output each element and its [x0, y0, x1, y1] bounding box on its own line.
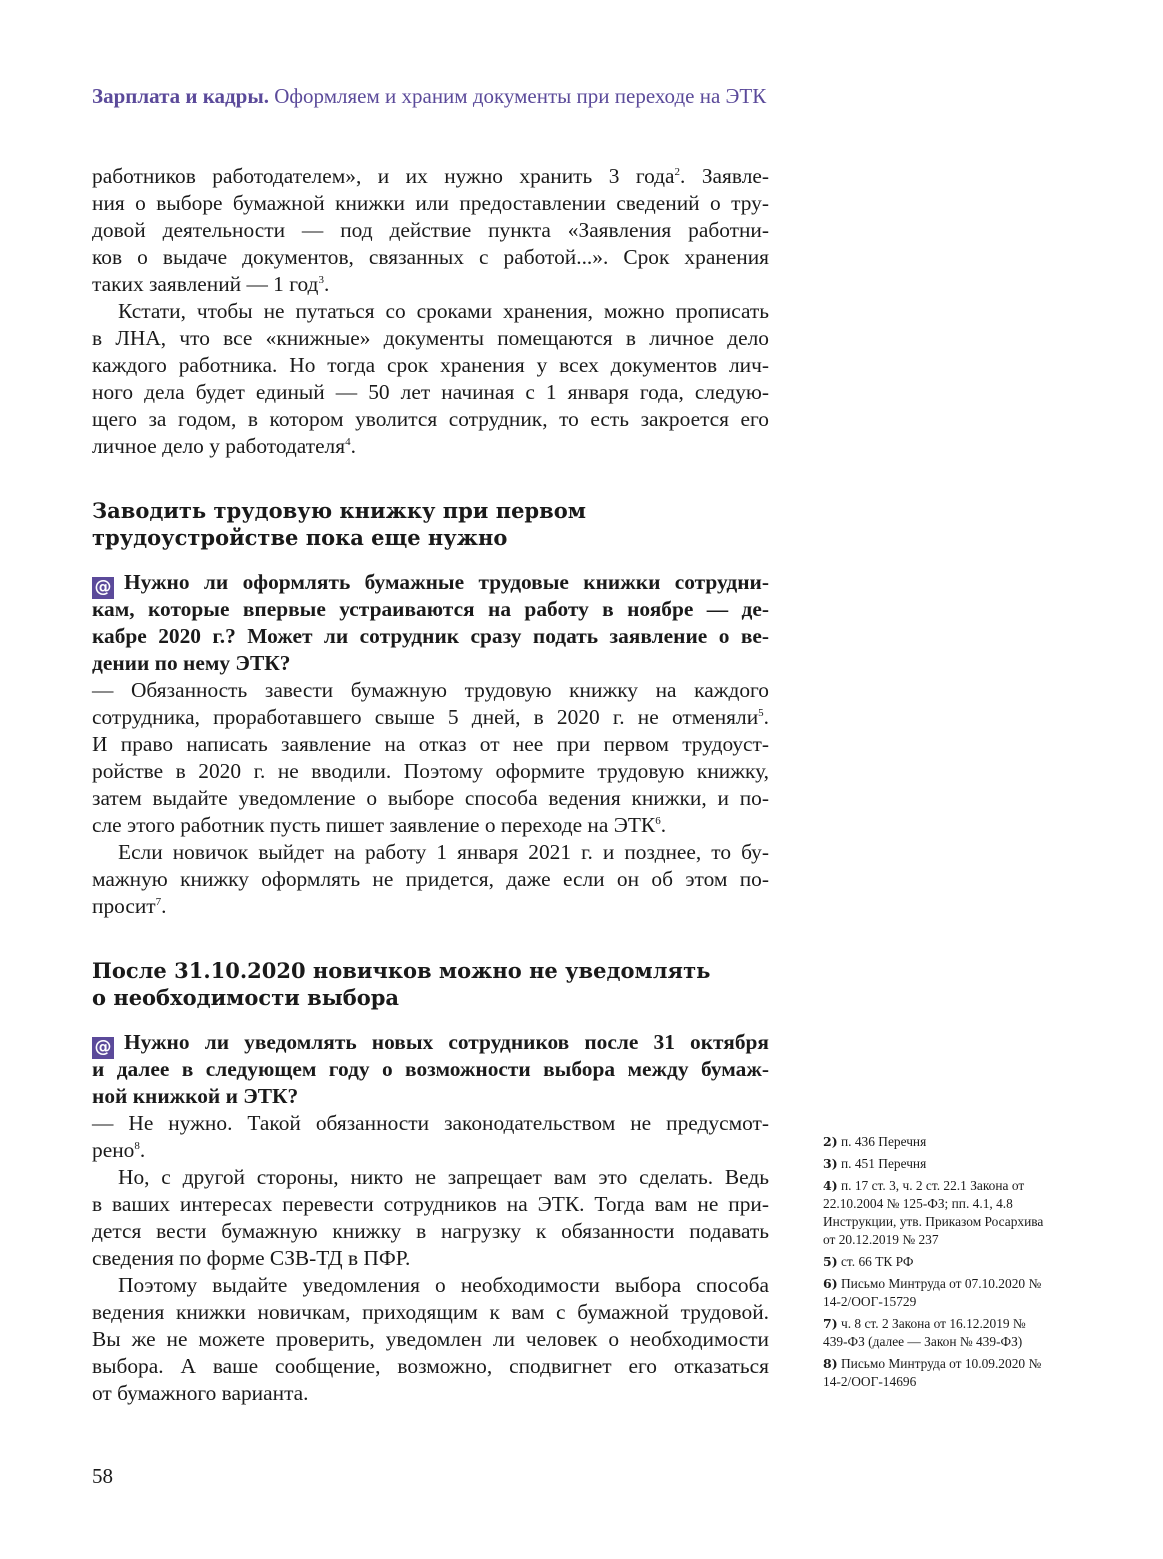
text-segment: щего за годом, в котором уволится сотрудник, то есть закроется его: [92, 407, 769, 431]
footnote-number: 5): [823, 1254, 838, 1269]
text-segment: После 31.10.2020 новичков можно не уведомлять: [92, 958, 711, 983]
text-line: [92, 1272, 769, 1299]
text-line: [92, 731, 769, 758]
text-segment: Заводить трудовую книжку при первом: [92, 498, 586, 523]
text-line: [92, 677, 769, 704]
footnote-item: [823, 1133, 1053, 1151]
text-segment: в ЛНА, что все «книжные» документы помещаются в личное дело: [92, 326, 769, 350]
text-line: [92, 984, 769, 1011]
text-line: [92, 623, 769, 650]
text-line: [92, 812, 769, 839]
text-segment: сведения по форме СЗВ-ТД в ПФР.: [92, 1246, 411, 1270]
text-segment: довой деятельности — под действие пункта «Заявления работни-: [92, 218, 769, 242]
text-line: [92, 1326, 769, 1353]
text-segment: Поэтому выдайте уведомления о необходимости выбора способа: [118, 1273, 769, 1297]
text-line: [92, 704, 769, 731]
footnote-ref: 4: [345, 435, 351, 448]
text-line: [92, 352, 769, 379]
footnote-item: [823, 1315, 1053, 1351]
text-segment: И право написать заявление на отказ от нее при первом трудоуст-: [92, 732, 769, 756]
question-at-icon: @: [92, 1037, 114, 1059]
text-segment: ного дела будет единый — 50 лет начиная с 1 января года, следую-: [92, 380, 769, 404]
body-section: [92, 163, 769, 460]
question-at-icon: @: [92, 577, 114, 599]
text-line: [92, 1137, 769, 1164]
text-segment: выбора. А ваше сообщение, возможно, сподвигнет его отказаться: [92, 1354, 769, 1378]
text-segment: .: [139, 1138, 146, 1162]
text-line: [92, 893, 769, 920]
paragraph: [92, 298, 769, 460]
text-line: [92, 433, 769, 460]
text-segment: Кстати, чтобы не путаться со сроками хранения, можно прописать: [118, 299, 769, 323]
text-segment: .: [350, 434, 356, 458]
footnote-text: Письмо Минтруда от 07.10.2020 № 14-2/ООГ-15729: [823, 1276, 1042, 1309]
text-segment: .: [660, 813, 667, 837]
running-header-title: Оформляем и храним документы при переходе на ЭТК: [274, 84, 767, 108]
text-segment: .: [161, 894, 167, 918]
footnote-number: 4): [823, 1178, 838, 1193]
text-segment: работников работодателем», и их нужно хранить 3 года: [92, 164, 675, 188]
paragraph: [92, 1272, 769, 1407]
text-line: [92, 650, 769, 677]
text-segment: Нужно ли уведомлять новых сотрудников после 31 октября: [124, 1030, 769, 1054]
text-line: [92, 1110, 769, 1137]
text-segment: о необходимости выбора: [92, 985, 400, 1010]
text-line: [92, 1380, 769, 1407]
footnote-text: Письмо Минтруда от 10.09.2020 № 14-2/ООГ-14696: [823, 1356, 1042, 1389]
text-segment: рено: [92, 1138, 135, 1162]
footnote-number: 3): [823, 1156, 838, 1171]
text-segment: . Заявле-: [680, 164, 769, 188]
paragraph: [92, 677, 769, 839]
qa-section: [92, 569, 769, 920]
text-segment: ния о выборе бумажной книжки или предоставлении сведений о тру-: [92, 191, 769, 215]
text-segment: Но, с другой стороны, никто не запрещает вам это сделать. Ведь: [118, 1165, 769, 1189]
text-line: [92, 1353, 769, 1380]
text-segment: кам, которые впервые устраиваются на работу в ноябре — де-: [92, 597, 769, 621]
text-line: [92, 524, 769, 551]
text-segment: каждого работника. Но тогда срок хранения у всех документов лич-: [92, 353, 769, 377]
qa-section: [92, 1029, 769, 1407]
text-segment: мажную книжку оформлять не придется, даже если он об этом по-: [92, 867, 769, 891]
text-line: [92, 406, 769, 433]
footnote-item: [823, 1155, 1053, 1173]
section-heading: [92, 957, 769, 1011]
footnote-ref: 8: [134, 1139, 140, 1152]
text-line: [92, 1245, 769, 1272]
text-segment: затем выдайте уведомление о выборе способа ведения книжки, и по-: [92, 786, 769, 810]
footnote-ref: 5: [758, 706, 764, 719]
question-paragraph: [92, 569, 769, 677]
text-segment: Если новичок выйдет на работу 1 января 2021 г. и позднее, то бу-: [118, 840, 769, 864]
text-line: [92, 1029, 769, 1056]
footnote-number: 7): [823, 1316, 838, 1331]
text-line: [92, 569, 769, 596]
text-segment: — Обязанность завести бумажную трудовую книжку на каждого: [92, 678, 769, 702]
text-segment: .: [323, 272, 330, 296]
text-line: [92, 217, 769, 244]
question-paragraph: [92, 1029, 769, 1110]
running-header-section: Зарплата и кадры.: [92, 84, 270, 108]
text-segment: Нужно ли оформлять бумажные трудовые книжки сотрудни-: [124, 570, 769, 594]
running-header: [92, 84, 766, 109]
footnote-ref: 7: [155, 895, 162, 908]
footnote-number: 6): [823, 1276, 838, 1291]
text-line: [92, 497, 769, 524]
text-line: [92, 1191, 769, 1218]
text-segment: ройстве в 2020 г. не вводили. Поэтому оформите трудовую книжку,: [92, 759, 769, 783]
text-line: [92, 866, 769, 893]
text-segment: трудоустройстве пока еще нужно: [92, 525, 508, 550]
text-line: [92, 785, 769, 812]
text-line: [92, 244, 769, 271]
footnote-item: [823, 1253, 1053, 1271]
text-line: [92, 1299, 769, 1326]
text-segment: кабре 2020 г.? Может ли сотрудник сразу подать заявление о ве-: [92, 624, 769, 648]
paragraph: [92, 839, 769, 920]
text-line: [92, 839, 769, 866]
text-line: [92, 298, 769, 325]
text-line: [92, 957, 769, 984]
text-line: [92, 1056, 769, 1083]
text-segment: дется вести бумажную книжку в нагрузку к обязанности подавать: [92, 1219, 769, 1243]
page-number: 58: [92, 1464, 113, 1488]
text-line: [92, 1218, 769, 1245]
footnote-ref: 6: [655, 814, 661, 827]
text-line: [92, 1164, 769, 1191]
paragraph: [92, 163, 769, 298]
text-segment: ной книжкой и ЭТК?: [92, 1084, 299, 1108]
paragraph: [92, 1164, 769, 1272]
footnote-item: [823, 1275, 1053, 1311]
footnote-number: 2): [823, 1134, 838, 1149]
text-segment: личное дело у работодателя: [92, 434, 346, 458]
text-segment: сле этого работник пусть пишет заявление о переходе на ЭТК: [92, 813, 656, 837]
text-segment: ков о выдаче документов, связанных с работой...». Срок хранения: [92, 245, 769, 269]
text-segment: в ваших интересах перевести сотрудников на ЭТК. Тогда вам не при-: [92, 1192, 769, 1216]
footnotes: [823, 1133, 1053, 1395]
text-line: [92, 379, 769, 406]
text-line: [92, 163, 769, 190]
text-segment: — Не нужно. Такой обязанности законодательством не предусмот-: [92, 1111, 769, 1135]
footnote-text: п. 451 Перечня: [840, 1156, 927, 1171]
footnote-ref: 3: [318, 273, 324, 286]
text-segment: сотрудника, проработавшего свыше 5 дней, в 2020 г. не отменяли: [92, 705, 759, 729]
text-line: [92, 271, 769, 298]
text-line: [92, 190, 769, 217]
text-line: [92, 325, 769, 352]
footnote-item: [823, 1355, 1053, 1391]
footnote-text: п. 436 Перечня: [840, 1134, 927, 1149]
footnote-text: п. 17 ст. 3, ч. 2 ст. 22.1 Закона от 22.10.2004 № 125-ФЗ; пп. 4.1, 4.8 Инструкции, утв. Приказом Росархива от 20.12.2019 № 237: [823, 1178, 1044, 1247]
footnote-text: ч. 8 ст. 2 Закона от 16.12.2019 № 439-ФЗ (далее — Закон № 439-ФЗ): [823, 1316, 1026, 1349]
footnote-number: 8): [823, 1356, 838, 1371]
text-line: [92, 1083, 769, 1110]
text-line: [92, 596, 769, 623]
footnote-ref: 2: [674, 165, 681, 178]
text-line: [92, 758, 769, 785]
text-segment: Вы же не можете проверить, уведомлен ли человек о необходимости: [92, 1327, 769, 1351]
text-segment: и далее в следующем году о возможности выбора между бумаж-: [92, 1057, 769, 1081]
text-segment: .: [763, 705, 769, 729]
text-segment: дении по нему ЭТК?: [92, 651, 291, 675]
text-segment: от бумажного варианта.: [92, 1381, 309, 1405]
footnote-item: [823, 1177, 1053, 1249]
paragraph: [92, 1110, 769, 1164]
footnote-text: ст. 66 ТК РФ: [840, 1254, 914, 1269]
text-segment: таких заявлений — 1 год: [92, 272, 319, 296]
text-segment: ведения книжки новичкам, приходящим к вам с бумажной трудовой.: [92, 1300, 769, 1324]
section-heading: [92, 497, 769, 551]
text-segment: просит: [92, 894, 156, 918]
